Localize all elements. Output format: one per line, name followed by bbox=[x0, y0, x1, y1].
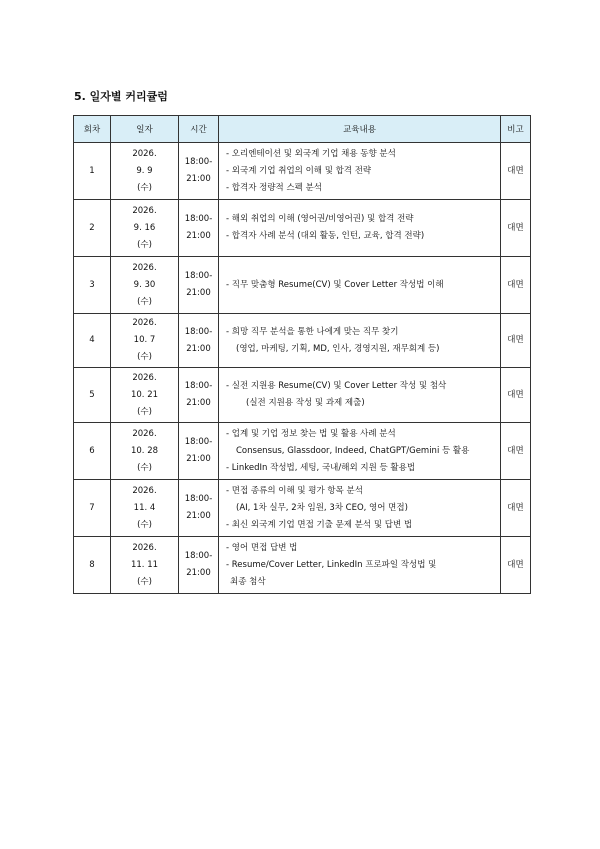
time-cell: 18:00- 21:00 bbox=[179, 423, 219, 480]
note-cell: 대면 bbox=[501, 314, 531, 368]
note-cell: 대면 bbox=[501, 368, 531, 423]
content-cell: - 업계 및 기업 정보 찾는 법 및 활용 사례 분석 Consensus, Glassdoor, Indeed, ChatGPT/Gemini 등 활용 - LinkedIn 작성법, 세팅, 국내/해외 지원 등 활용법 bbox=[219, 423, 501, 480]
round-cell: 3 bbox=[74, 257, 111, 314]
round-cell: 2 bbox=[74, 200, 111, 257]
note-cell: 대면 bbox=[501, 143, 531, 200]
time-cell: 18:00- 21:00 bbox=[179, 537, 219, 594]
note-cell: 대면 bbox=[501, 257, 531, 314]
header-date: 일자 bbox=[111, 116, 179, 143]
round-cell: 8 bbox=[74, 537, 111, 594]
note-cell: 대면 bbox=[501, 480, 531, 537]
table-row bbox=[74, 257, 531, 314]
header-round: 회차 bbox=[74, 116, 111, 143]
section-title: 5. 일자별 커리큘럼 bbox=[74, 90, 168, 103]
date-cell: 2026. 9. 16 (수) bbox=[111, 200, 179, 257]
date-cell: 2026. 9. 9 (수) bbox=[111, 143, 179, 200]
round-cell: 7 bbox=[74, 480, 111, 537]
date-cell: 2026. 10. 7 (수) bbox=[111, 314, 179, 368]
round-cell: 1 bbox=[74, 143, 111, 200]
table-row bbox=[74, 480, 531, 537]
table-row bbox=[74, 314, 531, 368]
time-cell: 18:00- 21:00 bbox=[179, 257, 219, 314]
header-note: 비고 bbox=[501, 116, 531, 143]
round-cell: 4 bbox=[74, 314, 111, 368]
content-cell: - 오리엔테이션 및 외국계 기업 채용 동향 분석 - 외국계 기업 취업의 이해 및 합격 전략 - 합격자 정량적 스펙 분석 bbox=[219, 143, 501, 200]
table-row bbox=[74, 368, 531, 423]
time-cell: 18:00- 21:00 bbox=[179, 368, 219, 423]
date-cell: 2026. 9. 30 (수) bbox=[111, 257, 179, 314]
note-cell: 대면 bbox=[501, 200, 531, 257]
content-cell: - 영어 면접 답변 법 - Resume/Cover Letter, LinkedIn 프로파일 작성법 및 최종 첨삭 bbox=[219, 537, 501, 594]
content-cell: - 해외 취업의 이해 (영어권/비영어권) 및 합격 전략 - 합격자 사례 분석 (대외 활동, 인턴, 교육, 합격 전략) bbox=[219, 200, 501, 257]
table-row bbox=[74, 423, 531, 480]
header-time: 시간 bbox=[179, 116, 219, 143]
date-cell: 2026. 10. 28 (수) bbox=[111, 423, 179, 480]
time-cell: 18:00- 21:00 bbox=[179, 314, 219, 368]
time-cell: 18:00- 21:00 bbox=[179, 143, 219, 200]
time-cell: 18:00- 21:00 bbox=[179, 480, 219, 537]
table-row bbox=[74, 143, 531, 200]
header-content: 교육내용 bbox=[219, 116, 501, 143]
content-cell: - 희망 직무 분석을 통한 나에게 맞는 직무 찾기 (영업, 마케팅, 기획, MD, 인사, 경영지원, 재무회계 등) bbox=[219, 314, 501, 368]
round-cell: 5 bbox=[74, 368, 111, 423]
time-cell: 18:00- 21:00 bbox=[179, 200, 219, 257]
content-cell: - 직무 맞춤형 Resume(CV) 및 Cover Letter 작성법 이해 bbox=[219, 257, 501, 314]
content-cell: - 실전 지원용 Resume(CV) 및 Cover Letter 작성 및 첨삭 (실전 지원용 작성 및 과제 제출) bbox=[219, 368, 501, 423]
date-cell: 2026. 11. 11 (수) bbox=[111, 537, 179, 594]
date-cell: 2026. 10. 21 (수) bbox=[111, 368, 179, 423]
note-cell: 대면 bbox=[501, 537, 531, 594]
curriculum-table bbox=[73, 115, 531, 594]
note-cell: 대면 bbox=[501, 423, 531, 480]
date-cell: 2026. 11. 4 (수) bbox=[111, 480, 179, 537]
table-row bbox=[74, 200, 531, 257]
table-row bbox=[74, 537, 531, 594]
content-cell: - 면접 종류의 이해 및 평가 항목 분석 (AI, 1차 실무, 2차 임원, 3차 CEO, 영어 면접) - 최신 외국계 기업 면접 기출 문제 분석 및 답변 법 bbox=[219, 480, 501, 537]
table-header-row bbox=[74, 116, 531, 143]
round-cell: 6 bbox=[74, 423, 111, 480]
